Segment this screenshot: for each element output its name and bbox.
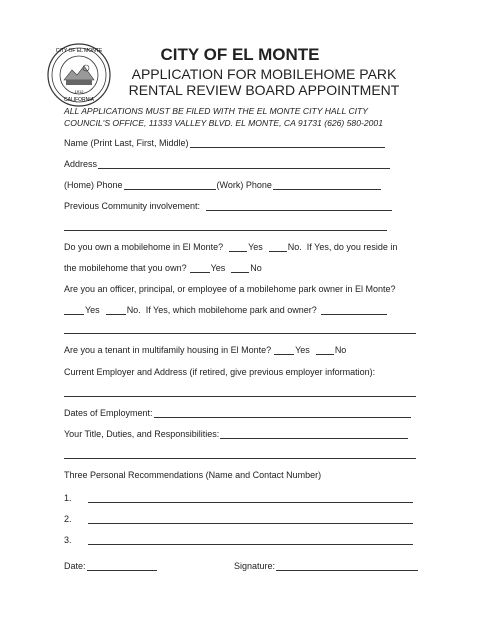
- form-subtitle-2: RENTAL REVIEW BOARD APPOINTMENT: [128, 82, 400, 98]
- dates-employment-label: Dates of Employment:: [64, 408, 153, 418]
- date-field[interactable]: [87, 561, 157, 571]
- signature-label: Signature:: [234, 561, 276, 571]
- community-row: [64, 201, 393, 211]
- tenant-yes-blank[interactable]: [274, 345, 294, 355]
- seal-top-text: CITY OF EL MONTE: [55, 48, 103, 54]
- title-duties-row: [64, 429, 409, 439]
- address-row: [64, 159, 391, 169]
- officer-answer-row: [64, 305, 388, 315]
- address-field[interactable]: [98, 159, 390, 169]
- seal-bottom-text: CALIFORNIA: [63, 97, 95, 103]
- signature-row: [234, 561, 419, 571]
- dates-employment-field[interactable]: [154, 408, 411, 418]
- reside-yes-blank[interactable]: [190, 263, 210, 273]
- recommendations-label: Three Personal Recommendations (Name and Contact Number): [64, 470, 322, 480]
- which-field-line2[interactable]: [64, 333, 416, 335]
- seal-year: 1912: [74, 89, 84, 94]
- work-phone-field[interactable]: [273, 180, 381, 190]
- title-duties-label: Your Title, Duties, and Responsibilities:: [64, 429, 220, 439]
- officer-yes-blank[interactable]: [64, 305, 84, 315]
- title-duties-field[interactable]: [220, 429, 408, 439]
- own-no-blank[interactable]: [269, 242, 287, 252]
- employer-question: Current Employer and Address (if retired, give previous employer information):: [64, 367, 376, 377]
- rec-2-number: 2.: [64, 514, 72, 524]
- which-question: If Yes, which mobilehome park and owner?: [145, 305, 317, 315]
- officer-row: [64, 284, 396, 294]
- date-label: Date:: [64, 561, 86, 571]
- reside-question: If Yes, do you reside in: [306, 242, 398, 252]
- rec-1-field[interactable]: [88, 493, 413, 503]
- reside-question-2: the mobilehome that you own?: [64, 263, 187, 273]
- form-subtitle-1: APPLICATION FOR MOBILEHOME PARK: [131, 66, 397, 82]
- own-yes-blank[interactable]: [229, 242, 247, 252]
- officer-no-blank[interactable]: [106, 305, 126, 315]
- date-row: [64, 561, 158, 571]
- own-question: Do you own a mobilehome in El Monte?: [64, 242, 224, 252]
- recommend-row: [64, 470, 321, 480]
- reside-no-blank[interactable]: [231, 263, 249, 273]
- name-field[interactable]: [190, 138, 385, 148]
- own-no-label: No.: [287, 242, 302, 252]
- reside-row: [64, 263, 262, 273]
- which-field[interactable]: [321, 305, 387, 315]
- tenant-question: Are you a tenant in multifamily housing in El Monte?: [64, 345, 272, 355]
- rec-3-row: [64, 535, 414, 545]
- tenant-row: [64, 345, 346, 355]
- tenant-no-blank[interactable]: [316, 345, 334, 355]
- officer-no-label: No.: [126, 305, 141, 315]
- community-field-line2[interactable]: [64, 230, 387, 232]
- own-yes-label: Yes: [248, 242, 263, 252]
- tenant-no-label: No: [334, 345, 347, 355]
- home-phone-label: (Home) Phone: [64, 180, 123, 190]
- rec-1-number: 1.: [64, 493, 72, 503]
- home-phone-field[interactable]: [124, 180, 216, 190]
- filing-notice: ALL APPLICATIONS MUST BE FILED WITH THE EL MONTE CITY HALL CITY COUNCIL'S OFFICE, 11333 VALLEY BLVD. EL MONTE, CA 91731 (626) 580-2001: [64, 106, 383, 128]
- rec-3-number: 3.: [64, 535, 72, 545]
- rec-1-row: [64, 493, 414, 503]
- work-phone-label: (Work) Phone: [216, 180, 272, 190]
- officer-yes-label: Yes: [85, 305, 100, 315]
- name-label: Name (Print Last, First, Middle): [64, 138, 189, 148]
- address-label: Address: [64, 159, 98, 169]
- rec-3-field[interactable]: [88, 535, 413, 545]
- dates-row: [64, 408, 412, 418]
- name-row: [64, 138, 386, 148]
- title-duties-line2[interactable]: [64, 458, 416, 460]
- page-title: CITY OF EL MONTE: [160, 45, 320, 64]
- phone-row: [64, 180, 382, 190]
- own-row: [64, 242, 397, 252]
- tenant-yes-label: Yes: [295, 345, 310, 355]
- officer-question: Are you an officer, principal, or employee of a mobilehome park owner in El Monte?: [64, 284, 396, 294]
- rec-2-row: [64, 514, 414, 524]
- employer-row: [64, 367, 375, 377]
- community-label: Previous Community involvement:: [64, 201, 201, 211]
- reside-no-label: No: [250, 263, 262, 273]
- rec-2-field[interactable]: [88, 514, 413, 524]
- reside-yes-label: Yes: [210, 263, 226, 273]
- community-field[interactable]: [206, 201, 392, 211]
- employer-field[interactable]: [64, 396, 416, 398]
- signature-field[interactable]: [276, 561, 418, 571]
